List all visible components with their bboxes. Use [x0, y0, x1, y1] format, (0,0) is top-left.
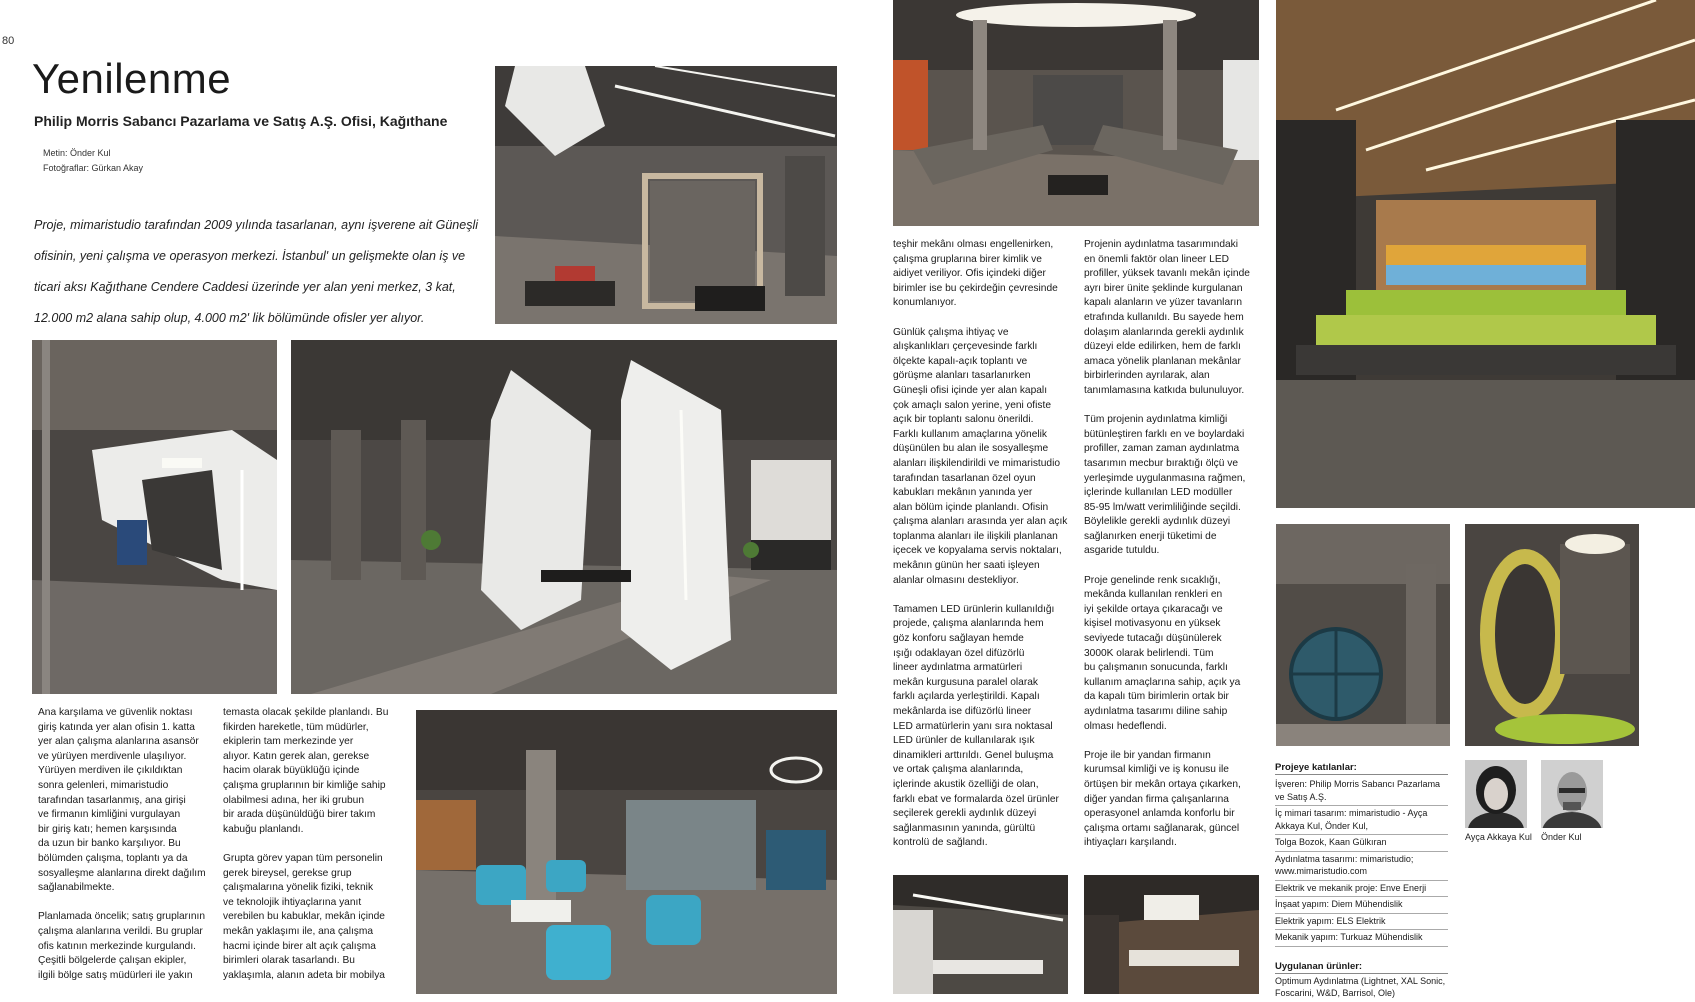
photo-meeting-room-2 [1084, 875, 1259, 994]
info-row-construction: İnşaat yapım: Diem Mühendislik [1275, 897, 1448, 914]
photo-open-office [291, 340, 837, 694]
photo-teal-lounge [416, 710, 837, 994]
info-row-electrical-build: Elektrik yapım: ELS Elektrik [1275, 914, 1448, 931]
portrait-onder-kul [1541, 760, 1603, 828]
photo-cage-sculpture [1276, 524, 1450, 746]
info-row-interior-design: İç mimari tasarım: mimaristudio - Ayça Akkaya Kul, Önder Kul, [1275, 806, 1448, 835]
credit-photos: Fotoğraflar: Gürkan Akay [43, 163, 144, 173]
photo-meeting-room-1 [893, 875, 1068, 994]
portrait-ayca-akkaya-kul [1465, 760, 1527, 828]
participants-heading: Projeye katılanlar: [1275, 762, 1448, 775]
info-row-lighting-design: Aydınlatma tasarımı: mimaristudio; www.mimaristudio.com [1275, 852, 1448, 881]
article-title: Yenilenme [32, 55, 232, 102]
body-column-1: Ana karşılama ve güvenlik noktası giriş katında yer alan ofisin 1. katta yer alan çalışma alanlarına asansör ve yürüyen merdivenle ulaşılıyor. Yürüyen merdiven ile çıkıldıktan sonra gelenleri, mimaristudio tarafından tasarlanmış, ana girişi ve firmanın kimliğini vurgulayan bir giriş katı; hemen karşısında da uzun bir banko karşılıyor. Bu bölümden çalışma, toplantı ya da sosyalleşme alanlarına direkt dağılım sağlanabilmekte. Planlamada öncelik; satış gruplarının çalışma alanlarına verildi. Bu gruplar ofis katının merkezinde kurgulandı. Çeşitli bölgelerde çalışan ekipler, ilgili bölge satış müdürleri ile yakın [38, 707, 206, 981]
products-text: Optimum Aydınlatma (Lightnet, XAL Sonic, Foscarini, W&D, Barrisol, Ole) [1275, 975, 1446, 998]
info-row-electrical-project: Elektrik ve mekanik proje: Enve Enerji [1275, 881, 1448, 898]
body-column-2: temasta olacak şekilde planlandı. Bu fikirden hareketle, tüm müdürler, ekiplerin tam merkezinde yer alıyor. Katın gerek alan, gerekse hacim olarak büyüklüğü içinde çalışma gruplarının bir kimliğe sahip olabilmesi adına, her iki grubun bir arada düşünüldüğü birer takım kabuğu planlandı. Grupta görev yapan tüm personelin gerek bireysel, gerekse grup çalışmalarına yönelik fiziki, teknik ve teknolojik ihtiyaçlarına yanıt verebilen bu kabuklar, mekân içinde mekân yaklaşımı ile, ana çalışma hacmi içinde birer alt açık çalışma birimleri olarak tasarlandı. Bu yaklaşımla, alanın adeta bir mobilya [223, 707, 389, 981]
portrait-caption-1: Ayça Akkaya Kul [1465, 832, 1532, 842]
info-row-team: Tolga Bozok, Kaan Gülkıran [1275, 835, 1448, 852]
credit-text: Metin: Önder Kul [43, 148, 111, 158]
portrait-caption-2: Önder Kul [1541, 832, 1582, 842]
photo-lounge-entrance [495, 66, 837, 324]
intro-paragraph: Proje, mimaristudio tarafından 2009 yılında tasarlanan, aynı işverene ait Güneşli ofisinin, yeni çalışma ve operasyon merkezi. İstanbul' un gelişmekte olan iş ve ticari aksı Kağıthane Cendere Caddesi üzerinde yer alan yeni merkez, 3 kat, 12.000 m2 alana sahip olup, 4.000 m2' lik bölümünde ofisler yer alıyor. [34, 218, 478, 325]
body-column-3: teşhir mekânı olması engellenirken, çalışma gruplarına birer kimlik ve aidiyet veriliyor. Ofis içindeki diğer birimler ise bu çekirdeğin çevresinde konumlanıyor. Günlük çalışma ihtiyaç ve alışkanlıkları çerçevesinde farklı ölçekte kapalı-açık toplantı ve görüşme alanları tasarlanırken Güneşli ofisi içinde yer alan kapalı çok amaçlı salon yerine, yeni ofiste açık bir toplantı salonu önerildi. Farklı kullanım amaçlarına yönelik düşünülen bu alan ile sosyalleşme alanları ilişkilendirildi ve mimaristudio tarafından tasarlanan özel oyun kabukları mekânın yanında yer alan bölüm içinde planlandı. Ofisin çalışma alanları arasında yer alan açık toplanma alanları ile ilişkili planlanan içecek ve kopyalama servis noktaları, mekânın günün her saati işleyen alanlar olmasını destekliyor. Tamamen LED ürünlerin kullanıldığı projede, çalışma alanlarında hem göz konforu sağlayan hemde ışığı odaklayan özel difüzörlü lineer aydınlatma armatürleri mekân kurgusuna paralel olarak farklı açılarda yerleştirildi. Kapalı mekânlarda ise difüzörlü lineer LED armatürlerin yanı sıra noktasal LED ürünler de kullanılarak ışık dinamikleri arttırıldı. Genel buluşma ve ortak çalışma alanlarında, içlerinde akustik özelliği de olan, farklı ebat ve formalarda özel ürünler seçilerek gerekli aydınlık düzeyi sağlanmasının yanında, gürültü kontrolü de sağlandı. [893, 239, 1068, 849]
info-row-mechanical-build: Mekanik yapım: Turkuaz Mühendislik [1275, 930, 1448, 947]
article-subtitle: Philip Morris Sabancı Pazarlama ve Satış A.Ş. Ofisi, Kağıthane [34, 113, 448, 129]
project-info-box [1275, 762, 1448, 1002]
photo-auditorium [1276, 0, 1695, 508]
photo-central-lounge [893, 0, 1259, 226]
info-row-employer: İşveren: Philip Morris Sabancı Pazarlama ve Satış A.Ş. [1275, 777, 1448, 806]
body-column-4: Projenin aydınlatma tasarımındaki en önemli faktör olan lineer LED profiller, yüksek tavanlı mekân içinde ayrı birer ünite şeklinde kurgulanan kapalı alanların ve yüzer tavanların etrafında kullanıldı. Bu sayede hem dolaşım alanlarında gerekli aydınlık düzeyi elde edilirken, hem de farklı amaca yönelik planlanan mekânlar birbirlerinden ayrılarak, alan tanımlamasına katkıda bulunuluyor. Tüm projenin aydınlatma kimliği bütünleştiren farklı en ve boylardaki profiller, zaman zaman aydınlatma tasarımın mecbur bıraktığı ölçü ve yerleşimde uygulanmasına rağmen, içlerinde kullanılan LED modüller 85-95 lm/watt verimliliğinde seçildi. Böylelikle gerekli aydınlık düzeyi sağlanırken enerji tüketimi de asgaride tutuldu. Proje genelinde renk sıcaklığı, mekânda kullanılan renkleri en iyi şekilde ortaya çıkaracağı ve kişisel motivasyonu en yüksek seviyede tutacağı düşünülerek 3000K olarak belirlendi. Tüm bu çalışmanın sonucunda, farklı kullanım amaçlarına sahip, açık ya da kapalı tüm birimlerin ortak bir aydınlatma tasarımı diline sahip olması hedeflendi. Proje ile bir yandan firmanın kurumsal kimliği ve iş konusu ile örtüşen bir mekân ortaya çıkarken, diğer yandan firma çalışanlarına operasyonel anlamda konforlu bir çalışma ortamı sağlanarak, güncel ihtiyaçları karşılandı. [1084, 239, 1250, 849]
photo-white-portal [32, 340, 277, 694]
photo-green-dome [1465, 524, 1639, 746]
products-heading: Uygulanan ürünler: [1275, 961, 1448, 974]
page-number: 80 [2, 35, 15, 47]
